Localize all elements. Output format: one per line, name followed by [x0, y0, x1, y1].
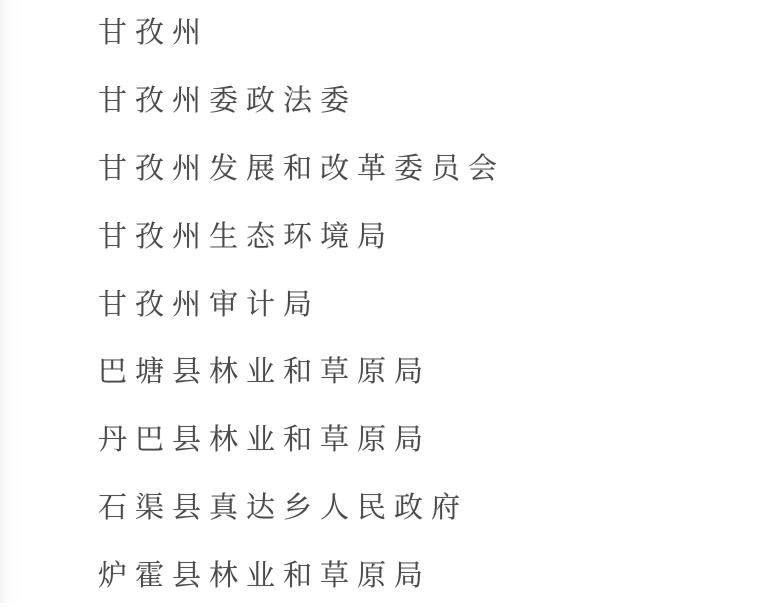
agency-name: 甘孜州 — [98, 17, 210, 50]
list-item — [98, 404, 780, 472]
agency-name: 巴塘县林业和草原局 — [98, 356, 432, 389]
list-item — [98, 200, 780, 268]
list-item — [98, 336, 780, 404]
list-item — [98, 472, 780, 540]
agency-name: 甘孜州生态环境局 — [98, 220, 395, 253]
list-item — [98, 0, 780, 65]
agency-name: 炉霍县林业和草原局 — [98, 559, 432, 592]
agency-name: 丹巴县林业和草原局 — [98, 424, 432, 457]
agency-name: 石渠县真达乡人民政府 — [98, 491, 469, 524]
list-item — [98, 65, 780, 133]
list-item — [98, 268, 780, 336]
list-item — [98, 133, 780, 201]
list-item — [98, 539, 780, 607]
agency-name: 甘孜州委政法委 — [98, 85, 358, 118]
agency-name: 甘孜州审计局 — [98, 288, 321, 321]
agency-name: 甘孜州发展和改革委员会 — [98, 152, 506, 185]
